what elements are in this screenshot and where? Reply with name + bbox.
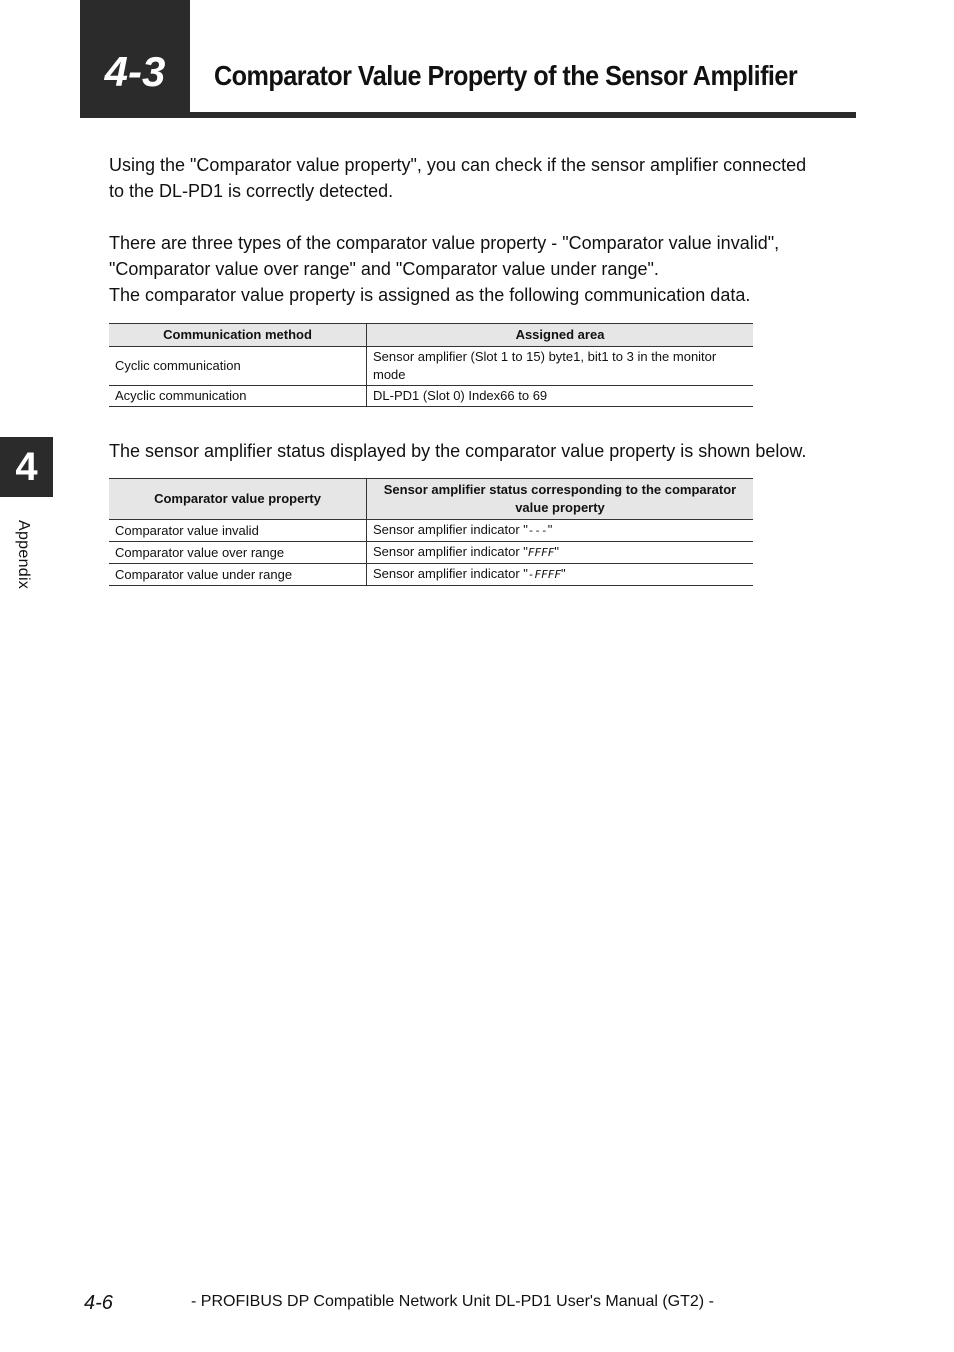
footer-text: - PROFIBUS DP Compatible Network Unit DL-PD1 User's Manual (GT2) - <box>191 1293 714 1310</box>
indicator-display: --- <box>527 524 548 537</box>
status-text: " <box>554 544 560 559</box>
status-intro-paragraph <box>109 438 869 464</box>
table-cell: Sensor amplifier (Slot 1 to 15) byte1, bit1 to 3 in the monitor mode <box>367 347 754 386</box>
title-underline <box>80 112 856 118</box>
section-number: 4-3 <box>104 48 166 95</box>
indicator-display: FFFF <box>527 546 555 559</box>
types-line: "Comparator value over range" and "Comparator value under range". <box>109 259 659 279</box>
comparator-status-table <box>109 478 753 586</box>
types-line: The comparator value property is assigned as the following communication data. <box>109 285 751 305</box>
intro-line: to the DL-PD1 is correctly detected. <box>109 181 394 201</box>
table-row <box>109 520 753 542</box>
table-row <box>109 347 753 386</box>
table-cell: Comparator value invalid <box>109 520 367 542</box>
indicator-display: -FFFF <box>527 568 562 581</box>
status-text: " <box>561 566 566 581</box>
table-cell: Comparator value over range <box>109 542 367 564</box>
page-title: Comparator Value Property of the Sensor Amplifier <box>214 60 798 91</box>
table-row <box>109 386 753 407</box>
status-text: " <box>547 522 553 537</box>
table-row <box>109 542 753 564</box>
types-line: There are three types of the comparator value property - "Comparator value invalid", <box>109 233 780 253</box>
table-cell <box>367 520 754 542</box>
chapter-side-label: Appendix <box>15 520 32 590</box>
status-text: Sensor amplifier indicator " <box>373 566 528 581</box>
column-header: Sensor amplifier status corresponding to the comparator value property <box>367 479 754 520</box>
intro-line: Using the "Comparator value property", you can check if the sensor amplifier connected <box>109 155 807 175</box>
table-cell: Cyclic communication <box>109 347 367 386</box>
column-header: Comparator value property <box>109 479 367 520</box>
page-number: 4-6 <box>84 1292 113 1314</box>
column-header: Communication method <box>109 324 367 347</box>
intro-paragraph <box>109 152 869 204</box>
status-text: Sensor amplifier indicator " <box>373 522 528 537</box>
status-intro-line: The sensor amplifier status displayed by the comparator value property is shown below. <box>109 441 807 461</box>
table-row <box>109 564 753 586</box>
column-header: Assigned area <box>367 324 754 347</box>
chapter-number: 4 <box>15 445 38 489</box>
table-cell <box>367 542 754 564</box>
types-paragraph <box>109 230 869 308</box>
table-header-row <box>109 479 753 520</box>
table-cell <box>367 564 754 586</box>
communication-table <box>109 323 753 407</box>
table-cell: Comparator value under range <box>109 564 367 586</box>
table-cell: Acyclic communication <box>109 386 367 407</box>
status-text: Sensor amplifier indicator " <box>373 544 528 559</box>
table-cell: DL-PD1 (Slot 0) Index66 to 69 <box>367 386 754 407</box>
table-header-row <box>109 324 753 347</box>
